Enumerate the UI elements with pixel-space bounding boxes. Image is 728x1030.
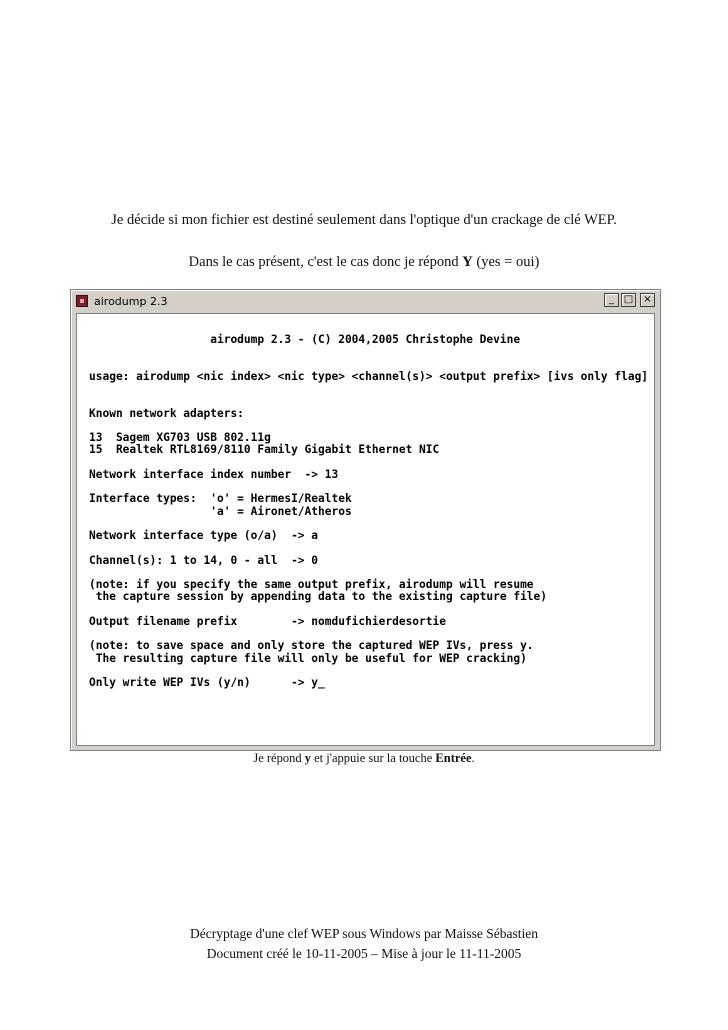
console-line: airodump 2.3 - (C) 2004,2005 Christophe Devine	[89, 333, 521, 346]
intro-line-2-text: Dans le cas présent, c'est le cas donc je répond	[188, 254, 463, 270]
console-line	[89, 604, 648, 616]
footer-title: Décryptage d'une clef WEP sous Windows par Maisse Sébastien	[189, 926, 539, 941]
maximize-button[interactable]: □	[621, 293, 636, 307]
console-line: 15 Realtek RTL8169/8110 Family Gigabit Ethernet NIC	[89, 443, 440, 457]
console-line	[89, 542, 648, 554]
console-line: usage: airodump <nic index> <nic type> <channel(s)> <output prefix> [ivs only flag]	[89, 369, 649, 383]
caption-text-mid: et j'appuie sur la touche	[310, 751, 436, 765]
console-line	[89, 359, 648, 371]
console-line: 'a' = Aironet/Atheros	[89, 504, 352, 518]
caption-text: Je répond	[253, 751, 305, 765]
caption-key-enter: Entrée	[435, 751, 472, 765]
intro-line-2	[0, 254, 728, 271]
console-line	[89, 457, 648, 469]
console-line: Interface types: 'o' = HermesI/Realtek	[89, 492, 352, 506]
console-line: the capture session by appending data to the existing capture file)	[89, 590, 548, 604]
intro-line-2-suffix: (yes = oui)	[472, 254, 540, 270]
console-line: Output filename prefix -> nomdufichierdesortie	[89, 614, 446, 628]
footer-dates: Document créé le 10-11-2005 – Mise à jour le 11-11-2005	[206, 946, 522, 961]
console-line: Network interface index number -> 13	[89, 467, 339, 481]
console-line	[89, 383, 648, 395]
console-line: The resulting capture file will only be useful for WEP cracking)	[89, 651, 527, 665]
console-line: Channel(s): 1 to 14, 0 - all -> 0	[89, 553, 319, 567]
console-line: 13 Sagem XG703 USB 802.11g	[89, 431, 271, 444]
minimize-button[interactable]: _	[604, 293, 619, 307]
console-text	[77, 334, 648, 689]
window-controls	[604, 293, 655, 307]
console-line: Only write WEP IVs (y/n) -> y_	[89, 676, 325, 689]
caption-period: .	[471, 751, 475, 765]
console-window-screenshot	[70, 289, 661, 751]
console-line	[89, 346, 648, 358]
window-title: airodump 2.3	[94, 294, 168, 308]
screenshot-caption	[0, 751, 728, 766]
console-line: (note: if you specify the same output prefix, airodump will resume	[89, 578, 534, 591]
caption-key-y: y	[304, 751, 311, 765]
intro-answer-bold: Y	[462, 254, 473, 270]
console-line	[89, 395, 648, 407]
window-titlebar	[73, 292, 658, 310]
intro-line-1: Je décide si mon fichier est destiné seulement dans l'optique d'un crackage de clé WEP.	[111, 212, 617, 228]
console-output	[76, 313, 655, 746]
close-button[interactable]: ×	[640, 293, 655, 307]
console-line: Network interface type (o/a) -> a	[89, 529, 319, 542]
console-line: Known network adapters:	[89, 406, 244, 420]
console-line: (note: to save space and only store the captured WEP IVs, press y.	[89, 639, 534, 653]
page-footer	[0, 924, 728, 964]
console-app-icon	[76, 295, 88, 307]
